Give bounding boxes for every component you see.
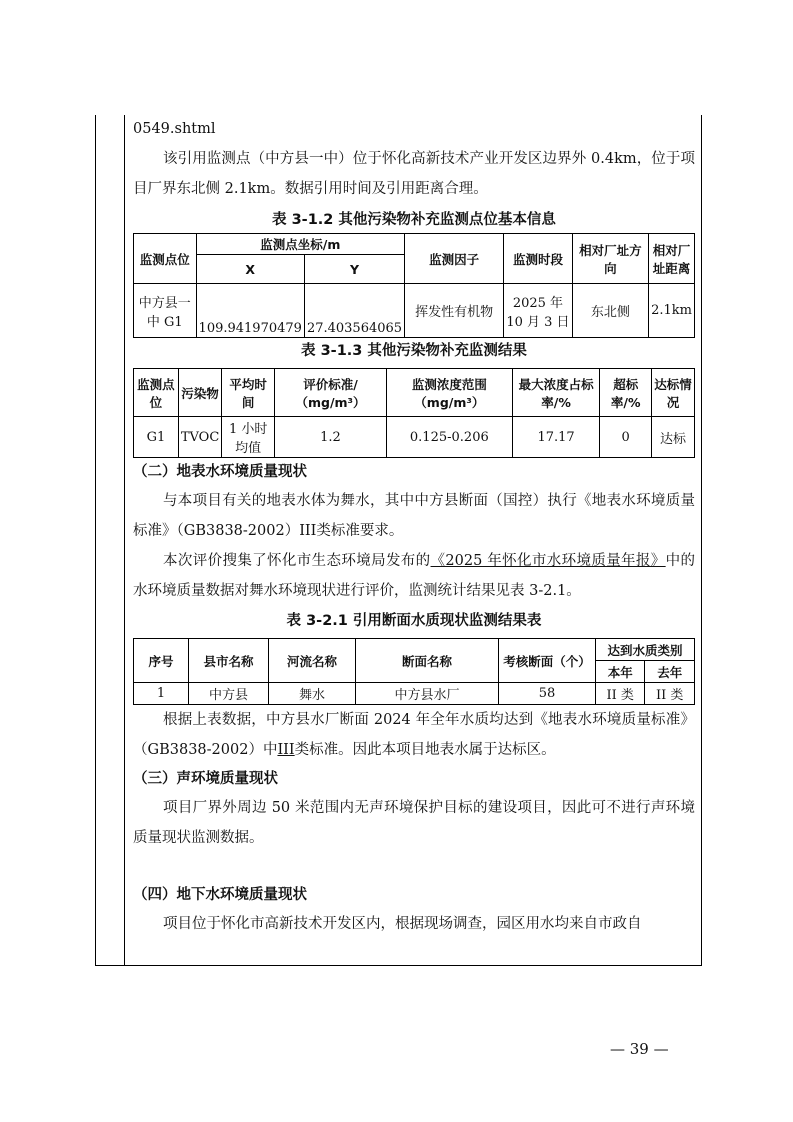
th-range: 监测浓度范围（mg/m³） [386,369,512,417]
page-content [133,115,695,939]
report-title: 《2025 年怀化市水环境质量年报》 [430,553,666,569]
table-3-1-2 [133,233,695,338]
section-2-conclusion [133,705,695,765]
th-point: 监测点位 [134,369,179,417]
cell-section: 中方县水厂 [356,683,499,705]
table-3-2-1 [133,638,695,705]
cell-compliance: 达标 [651,417,694,458]
th-standard: 评价标准/（mg/m³） [275,369,387,417]
section-2-para-1: 与本项目有关的地表水体为舞水，其中中方县断面（国控）执行《地表水环境质量标准》（GB3838-2002）III类标准要求。 [133,493,695,539]
cell-pollutant: TVOC [178,417,221,458]
cell-y: 27.403564065 [304,284,404,338]
para-text: 中的水环境质量数据对舞水环境现状进行评价，监测统计结果见表 3-2.1。 [133,553,696,599]
th-river: 河流名称 [269,639,356,683]
th-this-year: 本年 [596,661,645,683]
cell-range: 0.125-0.206 [386,417,512,458]
th-class: 达到水质类别 [596,639,695,661]
table-3-1-3-caption: 表 3-1.3 其他污染物补充监测结果 [301,343,527,359]
th-pollutant: 污染物 [178,369,221,417]
intro-paragraph: 该引用监测点（中方县一中）位于怀化高新技术产业开发区边界外 0.4km，位于项目厂界东北侧 2.1km。数据引用时间及引用距离合理。 [133,151,695,197]
cell-standard: 1.2 [275,417,387,458]
th-y: Y [304,255,404,284]
th-point: 监测点位 [134,234,197,284]
cell-exceed-rate: 0 [600,417,651,458]
para-text: 本次评价搜集了怀化市生态环境局发布的 [163,553,431,569]
th-compliance: 达标情况 [651,369,694,417]
table-3-1-3 [133,368,695,458]
th-exceed-rate: 超标率/% [600,369,651,417]
section-3-para: 项目厂界外周边 50 米范围内无声环境保护目标的建设项目，因此可不进行声环境质量现状监测数据。 [133,800,695,846]
th-max-ratio: 最大浓度占标率/% [512,369,600,417]
class-label: III [277,742,295,758]
cell-point: 中方县一中 G1 [134,284,197,338]
cell-factor: 挥发性有机物 [405,284,504,338]
para-text: 根据上表数据，中方县水厂断面 2024 年全年水质均达到《地表水环境质量标准》（GB3838-2002）中 [133,712,695,758]
section-3-heading: （三）声环境质量现状 [133,771,278,787]
table-3-1-2-caption: 表 3-1.2 其他污染物补充监测点位基本信息 [272,212,556,228]
th-direction: 相对厂址方向 [572,234,648,284]
th-period: 监测时段 [504,234,573,284]
section-4-heading: （四）地下水环境质量现状 [133,887,307,903]
cell-period: 2025 年 10 月 3 日 [504,284,573,338]
cell-city: 中方县 [189,683,269,705]
th-section: 断面名称 [356,639,499,683]
th-last-year: 去年 [645,661,695,683]
th-count: 考核断面（个） [499,639,596,683]
cell-no: 1 [134,683,189,705]
th-distance: 相对厂址距离 [649,234,695,284]
section-4-para: 项目位于怀化市高新技术开发区内，根据现场调查，园区用水均来自市政自 [163,916,642,932]
section-2-heading: （二）地表水环境质量现状 [133,464,307,480]
th-factor: 监测因子 [405,234,504,284]
cell-count: 58 [499,683,596,705]
para-text: 类标准。因此本项目地表水属于达标区。 [294,742,556,758]
th-coord: 监测点坐标/m [196,234,405,255]
cell-direction: 东北侧 [572,284,648,338]
cell-avg-time: 1 小时均值 [222,417,275,458]
url-tail: 0549.shtml [133,121,216,137]
page-number: — 39 — [610,1040,669,1058]
frame-divider [124,115,125,965]
cell-x: 109.941970479 [196,284,304,338]
th-x: X [196,255,304,284]
cell-distance: 2.1km [649,284,695,338]
th-city: 县市名称 [189,639,269,683]
cell-river: 舞水 [269,683,356,705]
cell-this-year: II 类 [596,683,645,705]
th-no: 序号 [134,639,189,683]
th-avg-time: 平均时间 [222,369,275,417]
section-2-para-2 [133,546,695,606]
table-3-2-1-caption: 表 3-2.1 引用断面水质现状监测结果表 [286,613,542,629]
cell-last-year: II 类 [645,683,695,705]
cell-point: G1 [134,417,179,458]
cell-max-ratio: 17.17 [512,417,600,458]
